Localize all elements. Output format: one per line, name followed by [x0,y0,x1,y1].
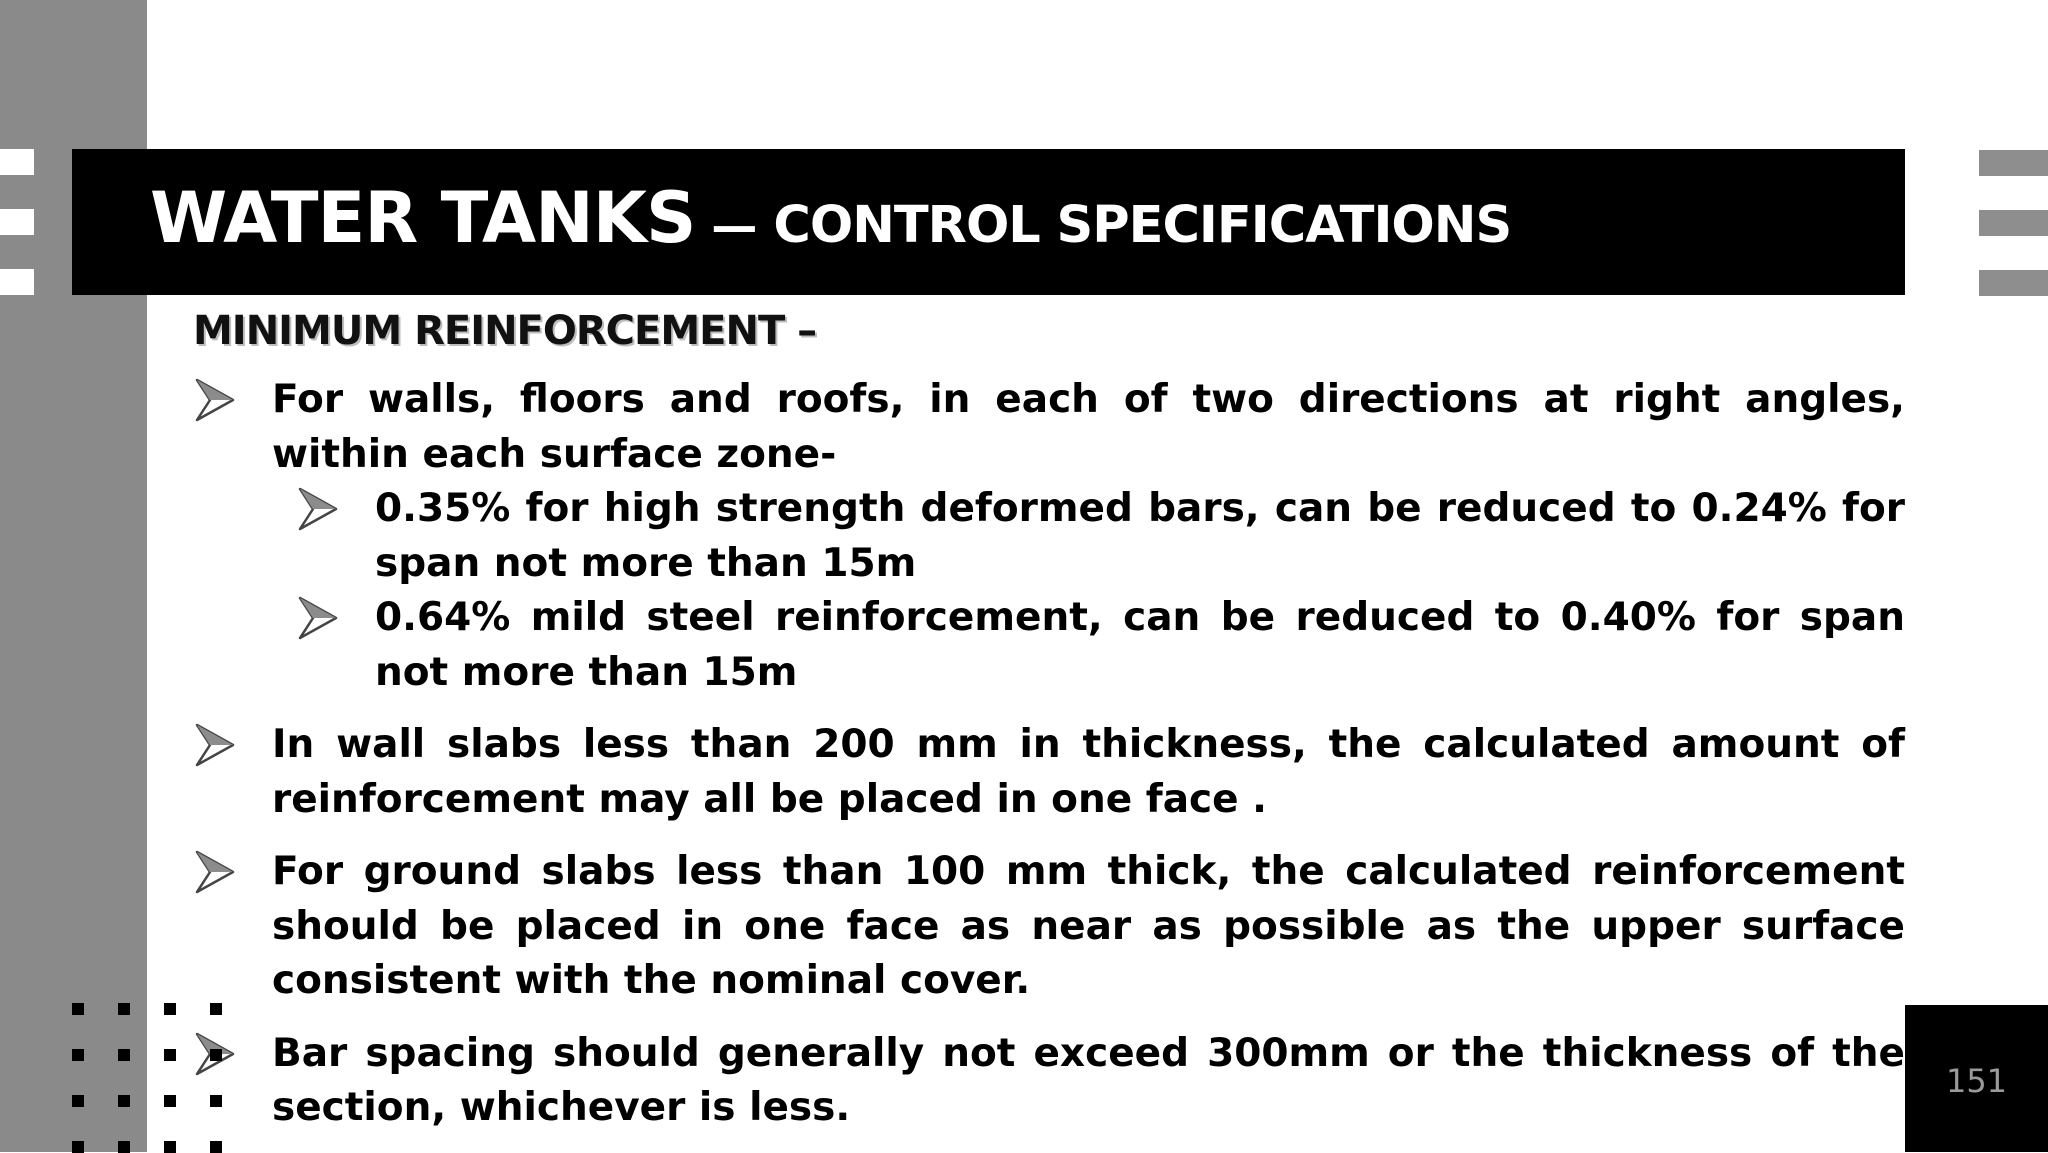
left-stripe [0,209,34,235]
right-stripe [1979,150,2048,176]
bullet-item [195,373,1905,482]
page-number-box [1905,1005,2048,1152]
left-stripe [0,269,34,295]
bullet-item [195,845,1905,1009]
bullet-item [195,718,1905,827]
sub-bullet-text: 0.64% mild steel reinforcement, can be reduced to 0.40% for span not more than 15m [375,595,1905,695]
bullet-list [195,373,1905,1136]
right-stripe [1979,210,2048,236]
left-stripe [0,149,34,175]
title-subtitle: CONTROL SPECIFICATIONS [773,196,1512,255]
arrowhead-bullet-icon [195,850,235,894]
arrowhead-bullet-icon [298,596,338,640]
sub-bullet-text: 0.35% for high strength deformed bars, can be reduced to 0.24% for span not more than 15m [375,486,1905,586]
sub-bullet-item [298,591,1905,700]
title-main: WATER TANKS [150,177,696,259]
slide-title [150,177,1511,259]
right-stripe [1979,270,2048,296]
sub-bullet-item [298,482,1905,591]
bullet-text: Bar spacing should generally not exceed 300mm or the thickness of the section, whichever is less. [272,1030,1905,1130]
bullet-item [195,1027,1905,1136]
arrowhead-bullet-icon [195,378,235,422]
bullet-text: For walls, floors and roofs, in each of two directions at right angles, within each surface zone- [272,377,1905,477]
bullet-text: In wall slabs less than 200 mm in thickness, the calculated amount of reinforcement may all be placed in one face . [272,722,1905,822]
section-heading: MINIMUM REINFORCEMENT – [193,308,817,354]
title-band [72,149,1905,295]
title-dash: — [695,199,774,253]
arrowhead-bullet-icon [195,723,235,767]
page-number: 151 [1945,1062,2008,1100]
bullet-text: For ground slabs less than 100 mm thick, the calculated reinforcement should be placed in one face as near as possible as the upper surface consistent with the nominal cover. [272,849,1905,1003]
arrowhead-bullet-icon [298,487,338,531]
